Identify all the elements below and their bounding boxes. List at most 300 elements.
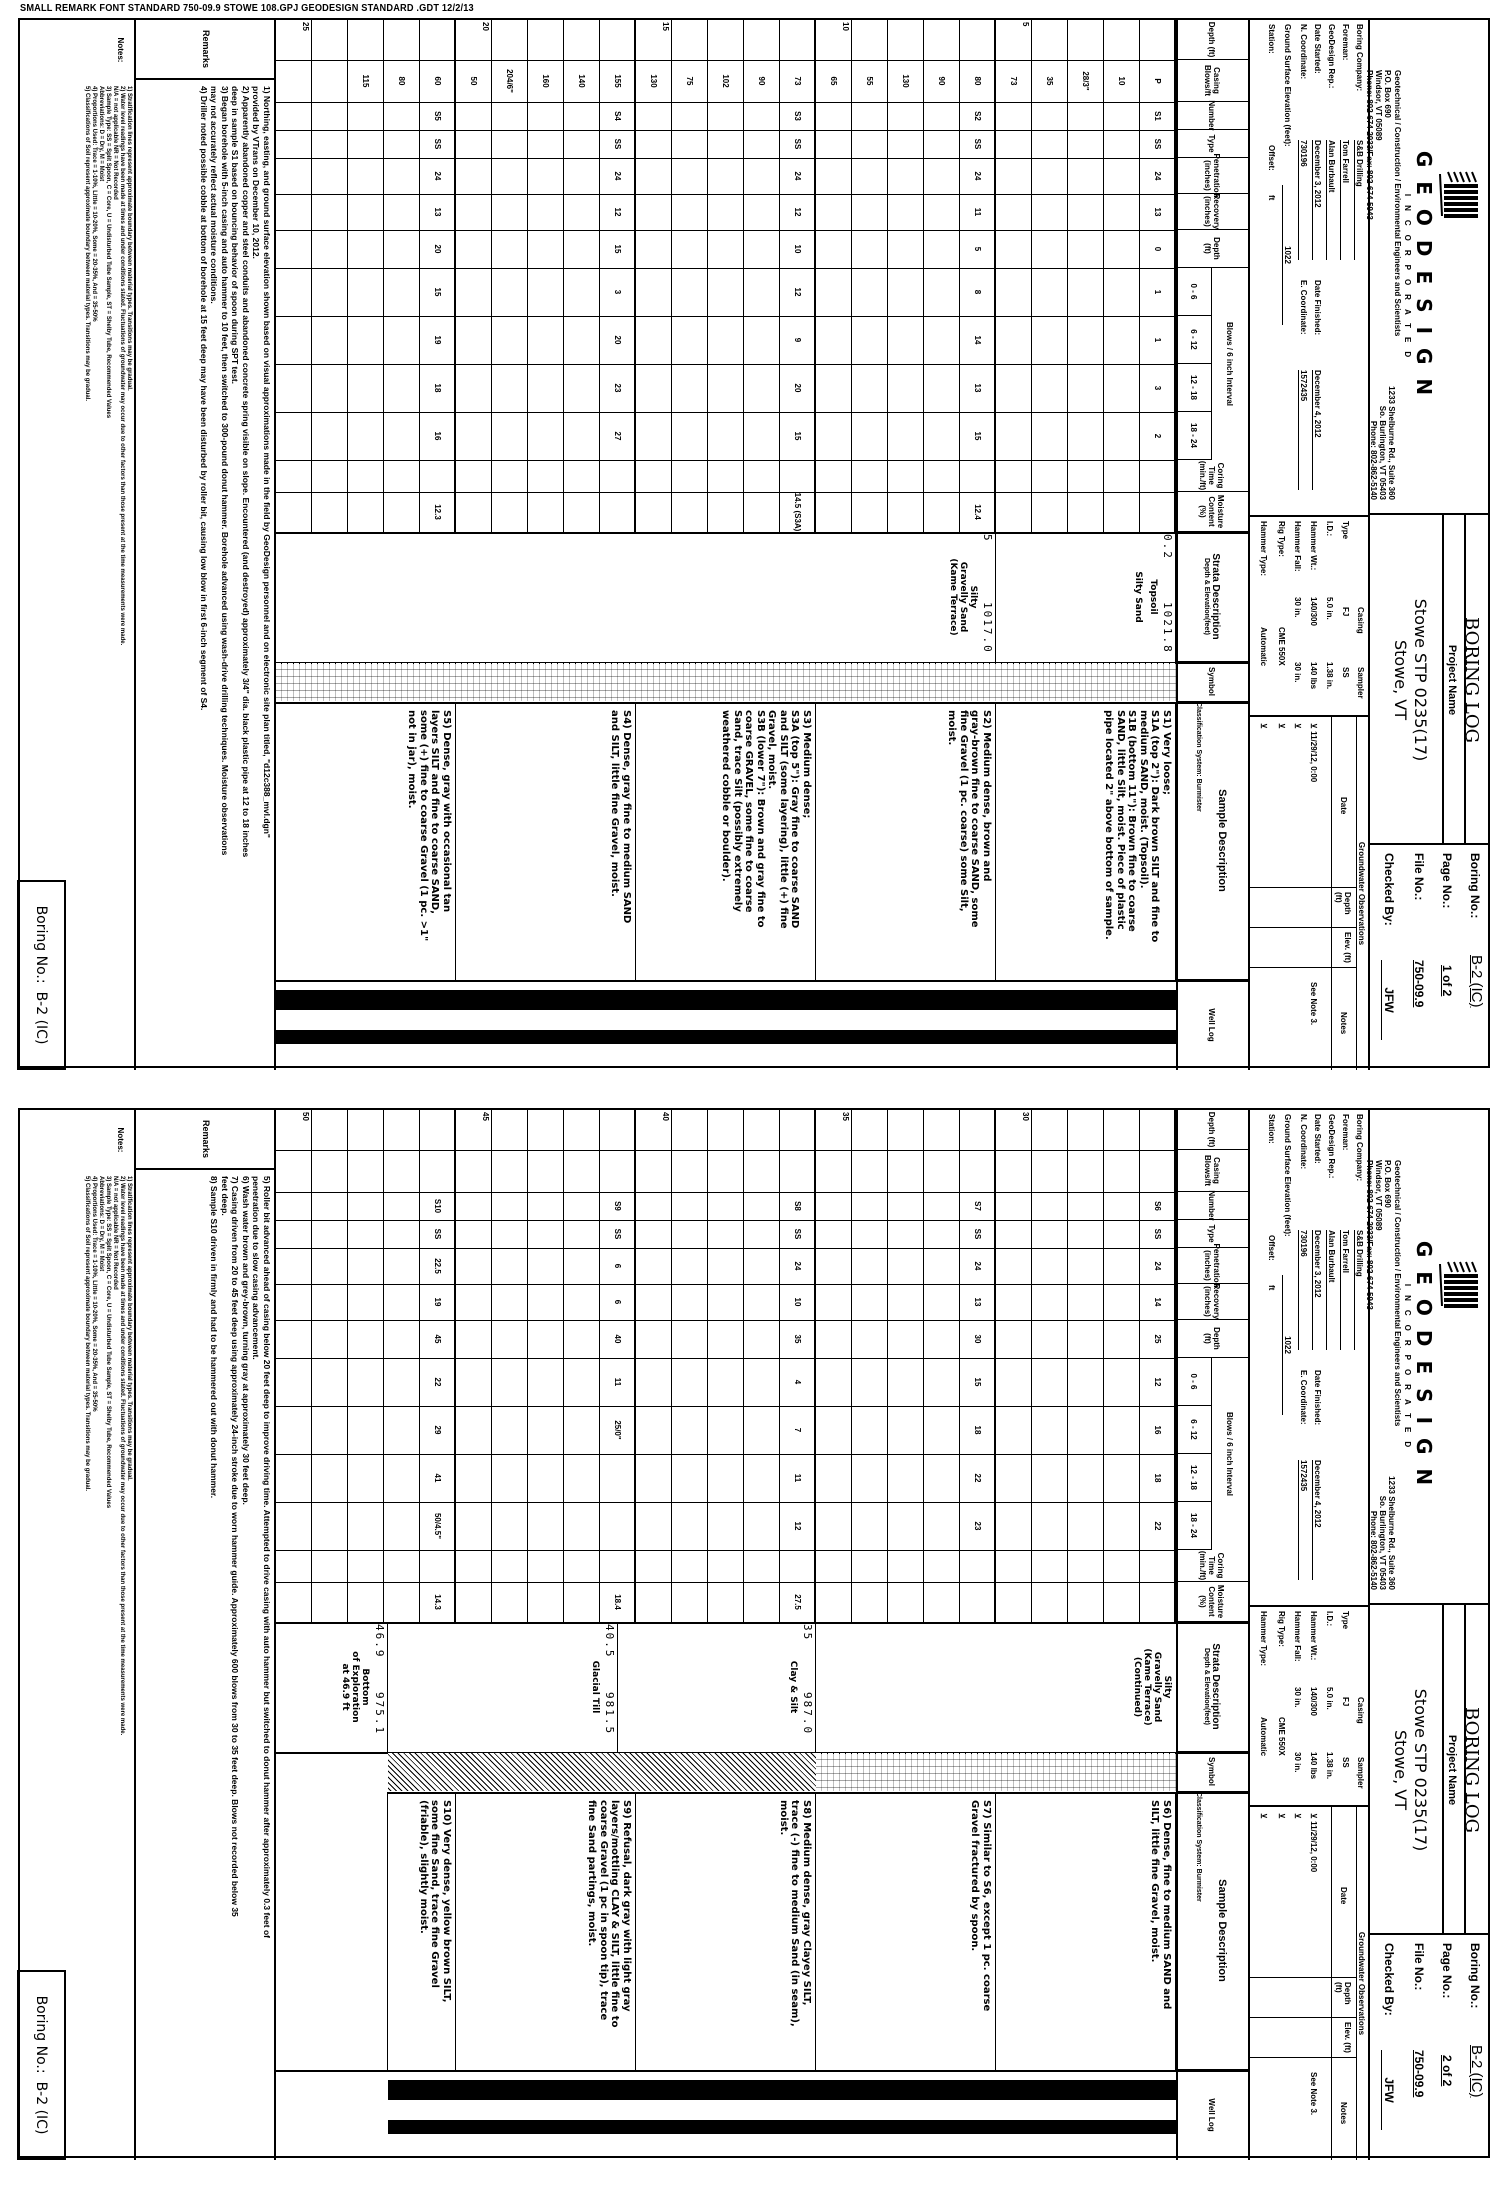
remarks-top-line [274, 20, 276, 1070]
address-line: P.O. Box 690 [1383, 1160, 1392, 1208]
company-address-right [1369, 1440, 1396, 1590]
column-header-type: Type [1176, 1220, 1248, 1248]
page-no-label: Page No.: [1440, 853, 1454, 909]
date-started-label: Date Started: [1313, 1114, 1322, 1164]
gw-elev-label: Elev. (ft) [1343, 2022, 1352, 2053]
casing-blows: 102 [721, 74, 731, 88]
sample-depth: 20 [433, 244, 443, 254]
hammer-type: Automatic [1259, 1717, 1268, 1757]
company-block [1365, 20, 1488, 515]
sample-depth: 35 [793, 1334, 803, 1344]
sampler-id: 1.38 in. [1325, 1752, 1334, 1780]
sample-b4: 22 [1153, 1521, 1163, 1531]
casing-hammer-wt: 140/300 [1309, 1687, 1318, 1716]
section-line [276, 980, 1248, 982]
below-exploration [275, 1792, 388, 2070]
sample-pen: 22.5 [433, 1258, 443, 1274]
boring-no-footer-value: B-2 (IC) [33, 2081, 50, 2135]
column-header-moist: Moisture Content (%) [1176, 492, 1248, 532]
desc-separator [815, 702, 816, 980]
casing-blows: 55 [865, 76, 875, 86]
geodesign-logo-icon [1438, 1260, 1480, 1310]
casing-fall: 30 in. [1293, 1687, 1302, 1708]
desc-separator [635, 1792, 636, 2070]
casing-blows: 73 [793, 76, 803, 86]
strata-elevation: 975.1 [372, 1692, 386, 1736]
sampler-label: Sampler [1356, 1757, 1365, 1789]
col-line [276, 130, 1176, 131]
casing-id: 5.0 in. [1325, 1687, 1334, 1710]
desc-separator [455, 702, 456, 980]
well-casing-bar [388, 2080, 1176, 2100]
project-name: Stowe STP 0235(17) [1411, 1688, 1430, 1852]
date-started-value: December 3, 2012 [1312, 140, 1322, 260]
sample-b3: 22 [973, 1473, 983, 1483]
sample-b2: 20 [613, 335, 623, 345]
strata-depth: 40.5 [603, 1624, 616, 1659]
strata-boundary [815, 1622, 816, 1752]
col-line [276, 1550, 1176, 1551]
gw-obs-label: Groundwater Observations [1356, 1807, 1366, 2160]
depth-mark: 40 [661, 1112, 670, 1121]
sample-rec: 11 [973, 207, 983, 217]
date-started-label: Date Started: [1313, 24, 1322, 74]
sample-depth: 40 [613, 1334, 623, 1344]
gw-depth-label: Depth (ft) [1334, 892, 1352, 915]
notes-text: 1) Stratification lines represent approximate boundary between material types. Transitions may be gradual. 2) Water level readings have been made at times and under conditions stated. Fluctuations of groundwater may occur due to other factors than those present at the time measurements were made. N/A = not applicable NR = Not Recorded 3) Sample Type: SS = Split Spoon, C = Core, U = Undisturbed Tube Sample, ST = Shelby Tube, Recommended Values Abbreviations: D = Dry, M = Moist 4) Proportions Used: Trace = 1-10%, Little = 10-20%, Some = 20-35%, And = 35-50% 5) Classifications of Soil represent approximate boundary between material types. Transitions may be gradual. [84, 1176, 132, 1736]
section-line [276, 532, 1248, 534]
sample-rec: 13 [433, 207, 443, 217]
casing-label: Casing [1356, 1697, 1365, 1724]
foreman-value: Tom Farrell [1340, 140, 1350, 260]
sample-moist: 12.4 [973, 504, 983, 520]
strata-elevation: 1021.8 [1161, 602, 1174, 654]
casing-hammer-wt: 140/300 [1309, 597, 1318, 626]
row-line [347, 1110, 348, 1622]
ground-elev-label: Ground Surface Elevation (feet): [1283, 1114, 1292, 1237]
e-coord-label: E. Coordinate: [1299, 280, 1308, 335]
sample-description: S6) Dense, fine to medium SAND and SILT, little fine Gravel, moist. [1149, 1800, 1172, 2010]
e-coord-value: 1572435 [1298, 1460, 1308, 1580]
col-line [276, 316, 1176, 317]
sample-description: S8) Medium dense, gray Clayey SILT, trace (-) fine to medium Sand (in seam), moist. [778, 1800, 812, 2027]
checked-by-value: JFW [1381, 2050, 1396, 2130]
sample-pen: 24 [973, 171, 983, 181]
title: BORING LOG [1461, 617, 1482, 743]
address-line: Phone: 802-674-2033/Fax: 802-674-5943 [1365, 70, 1374, 220]
sample-type: SS [973, 138, 983, 150]
file-no-label: File No.: [1412, 1943, 1426, 1991]
company-name: GEODESIGN [1412, 1240, 1436, 1500]
strata-name: Glacial Till [590, 1660, 600, 1714]
address-line: Windsor, VT 05089 [1374, 70, 1383, 141]
station-label: Station: [1267, 1114, 1276, 1144]
column-header-b1: 0 - 6 [1176, 268, 1212, 316]
desc-separator [455, 1792, 456, 2070]
row-line [851, 1110, 852, 1622]
desc-separator [635, 702, 636, 980]
column-header-type: Type [1176, 130, 1248, 158]
sample-description: S1) Very loose; S1A (top 2"): Dark brown SILT and fine to medium SAND, moist. (Topsoil). S1B (bottom 11"): Brown fine to coarse SAND, little Silt, moist. Piece of plastic pipe located 2" above bottom of sample. [1103, 710, 1172, 943]
well-log-header: Well Log [1207, 2098, 1217, 2132]
col-line [276, 158, 1176, 159]
rig-type-label: Rig Type: [1277, 521, 1286, 557]
sample-rec: 13 [1153, 207, 1163, 217]
strata-elevation: 987.0 [801, 1692, 814, 1736]
casing-label: Casing [1356, 607, 1365, 634]
sample-rec: 12 [793, 207, 803, 217]
strata-boundary [617, 1622, 618, 1752]
sample-depth: 30 [973, 1334, 983, 1344]
desc-separator [995, 702, 996, 980]
col-line [276, 412, 1176, 413]
column-header-b2: 6 - 12 [1176, 1406, 1212, 1454]
col-line [276, 1582, 1176, 1583]
project-name-label: Project Name [1442, 1605, 1458, 1935]
sample-desc-label: Sample Description [1216, 1879, 1229, 1982]
gw-note: See Note 3. [1309, 2072, 1318, 2116]
strata-name: Silty Gravelly Sand (Kame Terrace) (Continued) [1132, 1648, 1172, 1726]
sheet-header [1248, 20, 1488, 1070]
sample-b2: 14 [973, 335, 983, 345]
gw-note: See Note 3. [1309, 982, 1318, 1026]
remarks-label: Remarks [136, 1110, 276, 1170]
offset-label: Offset: [1267, 1235, 1276, 1261]
address-line: 1233 Shelburne Rd., Suite 360 [1387, 1476, 1396, 1590]
sample-pen: 6 [613, 1263, 623, 1269]
gw-marker: ⊻ [1277, 723, 1286, 729]
strata-description-header [1176, 532, 1248, 662]
sample-rec: 10 [793, 1297, 803, 1307]
sample-num: S7 [973, 1201, 983, 1211]
row-line [311, 20, 312, 532]
sample-num: S6 [1153, 1201, 1163, 1211]
e-coord-value: 1572435 [1298, 370, 1308, 490]
date-started-value: December 3, 2012 [1312, 1230, 1322, 1350]
col-line [276, 492, 1176, 493]
sample-b2: 25/0" [613, 1420, 623, 1440]
file-no-value: 750-09.9 [1412, 960, 1426, 1008]
rep-label: GeoDesign Rep.: [1327, 1114, 1336, 1179]
gw-marker: ⊻ [1293, 1813, 1302, 1819]
strata-description-header [1176, 1622, 1248, 1752]
boring-no-value: B-2 (IC) [1468, 955, 1485, 1008]
sample-depth: 0 [1153, 246, 1163, 252]
column-header-depth: Depth (ft) [1176, 1110, 1248, 1150]
column-header-pen: Penetration (inches) [1176, 1248, 1248, 1284]
gw-marker: ⊻ [1259, 723, 1268, 729]
col-line [276, 1248, 1176, 1249]
address-line: 1233 Shelburne Rd., Suite 360 [1387, 386, 1396, 500]
project-block [1368, 515, 1488, 845]
sample-type: SS [613, 1228, 623, 1240]
row-line [671, 1110, 672, 1622]
notes-label: Notes: [116, 1127, 126, 1153]
date-finished-value: December 4, 2012 [1312, 370, 1322, 490]
casing-blows: 80 [973, 76, 983, 86]
sample-description: S4) Dense, gray fine to medium SAND and SILT, little fine Gravel, moist. [609, 710, 632, 924]
col-line [276, 1502, 1176, 1503]
company-sub: INCORPORATED [1403, 1283, 1412, 1457]
sample-type: SS [793, 1228, 803, 1240]
well-casing-bar [388, 2120, 1176, 2134]
sample-num: S10 [433, 1198, 443, 1214]
col-line [276, 1406, 1176, 1407]
page-no-value: 1 of 2 [1440, 965, 1454, 997]
gw-date-value: ⊻ 11/29/12, 0:00 [1309, 723, 1318, 783]
sample-rec: 13 [973, 1297, 983, 1307]
column-header-rec: Recovery (inches) [1176, 1284, 1248, 1320]
column-header-b4: 18 - 24 [1176, 412, 1212, 460]
sample-moist: 14.5 (S3A) [793, 492, 803, 532]
sample-rec: 19 [433, 1297, 443, 1307]
column-header-casing: Casing Blows/ft [1176, 60, 1248, 102]
id-label: I.D.: [1325, 521, 1334, 537]
sample-b4: 16 [433, 431, 443, 441]
depth-mark: 5 [1021, 22, 1030, 27]
casing-blows: 90 [757, 76, 767, 86]
n-coord-label: N. Coordinate: [1299, 1114, 1308, 1170]
symbol-header: Symbol [1176, 1752, 1248, 1792]
column-header-pen: Penetration (inches) [1176, 158, 1248, 194]
sample-depth: 10 [793, 244, 803, 254]
gw-date: 11/29/12, 0:00 [1309, 1821, 1318, 1873]
sample-type: SS [433, 138, 443, 150]
boring-details [1248, 1110, 1368, 1605]
column-header-moist: Moisture Content (%) [1176, 1582, 1248, 1622]
sample-type: SS [433, 1228, 443, 1240]
page-no-label: Page No.: [1440, 1943, 1454, 1999]
depth-elev-label: Depth & Elevation(feet) [1203, 557, 1210, 635]
notes-top-line [134, 1110, 136, 2160]
hammer-wt-label: Hammer Wt.: [1309, 1611, 1318, 1661]
col-line [276, 1358, 1176, 1359]
rig-type-label: Rig Type: [1277, 1611, 1286, 1647]
row-line [1067, 1110, 1068, 1622]
casing-blows: 130 [901, 74, 911, 88]
boring-no-footer-label: Boring No.: [33, 905, 50, 984]
soil-symbol-till [388, 1753, 618, 1791]
sample-b1: 15 [433, 287, 443, 297]
notes-label: Notes: [116, 37, 126, 63]
column-header-casing: Casing Blows/ft [1176, 1150, 1248, 1192]
rig-type: CME 550X [1277, 1717, 1286, 1756]
depth-elev-label: Depth & Elevation(feet) [1203, 1647, 1210, 1725]
remarks-text: 1) Northing, easting, and ground surface elevation shown based on visual approximations made in the field by GeoDesign personnel and on electronic site plan titled, "d12c388_mvl.dgn" provided by VTrans on December 10, 2012. 2) Apparently abandoned copper and steel conduits and abandoned concrete spring visible on slope. Encountered (and destroyed) approximately 3/4" dia. black plastic pipe at 12 to 18 inches deep in sample S1 based on bouncing behavior of spoon during SPT test. 3) Began borehole with 5-inch casing and auto hammer to 10 feet, then switched to 300-pound donut hammer. Borehole advanced using wash-drive drilling techniques. Moisture observations may not accurately reflect actual moisture conditions. 4) Driller noted possible cobble at bottom of borehole at 15 feet deep may have been disturbed by roller bit, causing low blow in first 6-inch segment of S4. [199, 86, 272, 858]
gw-date-label: Date [1339, 797, 1348, 815]
casing-blows: 28/3" [1081, 71, 1091, 91]
strata-boundary [995, 532, 996, 662]
boring-company-label: Boring Company: [1355, 1114, 1364, 1182]
project-block [1368, 1605, 1488, 1935]
row-line [563, 1110, 564, 1622]
casing-blows: 75 [685, 76, 695, 86]
gw-marker: ⊻ [1277, 1813, 1286, 1819]
sample-b2: 7 [793, 1427, 803, 1433]
column-header-depth2: Depth (ft) [1176, 1320, 1248, 1358]
sample-rec: 12 [613, 207, 623, 217]
blows-header: Blows / 6 inch Interval [1225, 1411, 1235, 1497]
sample-b4: 27 [613, 431, 623, 441]
desc-separator [815, 1792, 816, 2070]
notes-text: 1) Stratification lines represent approximate boundary between material types. Transitions may be gradual. 2) Water level readings have been made at times and under conditions stated. Fluctuations of groundwater may occur due to other factors than those present at the time measurements were made. N/A = not applicable NR = Not Recorded 3) Sample Type: SS = Split Spoon, C = Core, U = Undisturbed Tube Sample, ST = Shelby Tube, Recommended Values Abbreviations: D = Dry, M = Moist 4) Proportions Used: Trace = 1-10%, Little = 10-20%, Some = 20-35%, And = 35-50% 5) Classifications of Soil represent approximate boundary between material types. Transitions may be gradual. [84, 86, 132, 646]
column-header-b2: 6 - 12 [1176, 316, 1212, 364]
row-line [1103, 1110, 1104, 1622]
project-name-label: Project Name [1442, 515, 1458, 845]
row-line [491, 1110, 492, 1622]
hammer-fall-label: Hammer Fall: [1293, 1611, 1302, 1662]
desc-separator [995, 1792, 996, 2070]
sampler-label: Sampler [1356, 667, 1365, 699]
sample-description: S2) Medium dense, brown and gray-brown fine to coarse SAND, some fine Gravel (1 pc. coarse) some Silt, moist. [946, 710, 992, 928]
sample-description: S7) Similar to S6, except 1 pc. coarse Gravel fractured by spoon. [969, 1800, 992, 2012]
casing-blows: 60 [433, 76, 443, 86]
casing-blows: 80 [397, 76, 407, 86]
well-casing-bar [276, 990, 1176, 1010]
row-line [1031, 1110, 1032, 1622]
ground-elev-value: 1022 [1282, 1275, 1292, 1415]
boring-no-footer-value: B-2 (IC) [33, 991, 50, 1045]
well-casing-bar [276, 1030, 1176, 1044]
hammer-fall-label: Hammer Fall: [1293, 521, 1302, 572]
strata-boundary [387, 1622, 388, 1752]
strata-name: Bottom of Exploration at 46.9 ft [339, 1651, 370, 1723]
gw-date-label: Date [1339, 1887, 1348, 1905]
boring-info-block [1368, 1935, 1488, 2160]
sample-b4: 2 [1153, 433, 1163, 439]
strata-depth: 35 [801, 1624, 814, 1642]
geodesign-logo-icon [1438, 170, 1480, 220]
sample-pen: 24 [793, 171, 803, 181]
boring-details [1248, 20, 1368, 515]
row-line [311, 1110, 312, 1622]
foreman-label: Foreman: [1341, 1114, 1350, 1151]
offset-unit: ft [1267, 1285, 1276, 1291]
equipment-grid [1248, 1607, 1368, 1807]
sample-description: S5) Dense, gray with occasional tan layers SILT and fine to coarse SAND, some (+) fine to coarse Gravel (1 pc. >1" not in jar), moist. [406, 710, 452, 942]
sampler-hammer-wt: 140 lbs [1309, 1752, 1318, 1780]
sample-num: S3 [793, 111, 803, 121]
e-coord-label: E. Coordinate: [1299, 1370, 1308, 1425]
casing-blows: 155 [613, 74, 623, 88]
section-line [276, 1792, 1248, 1794]
column-header-b1: 0 - 6 [1176, 1358, 1212, 1406]
n-coord-value: 730196 [1298, 140, 1308, 260]
blows-header: Blows / 6 inch Interval [1225, 321, 1235, 407]
sample-b3: 3 [1153, 385, 1163, 391]
col-line [276, 364, 1176, 365]
station-label: Station: [1267, 24, 1276, 54]
sample-b4: 12 [793, 1521, 803, 1531]
sample-b3: 13 [973, 383, 983, 393]
column-header-b4: 18 - 24 [1176, 1502, 1212, 1550]
checked-by-label: Checked By: [1382, 853, 1396, 926]
project-location: Stowe, VT [1391, 639, 1410, 721]
sample-b1: 4 [793, 1379, 803, 1385]
sample-b2: 19 [433, 335, 443, 345]
col-line [276, 268, 1176, 269]
groundwater-observations [1248, 1807, 1368, 2160]
offset-unit: ft [1267, 195, 1276, 201]
sample-description: S9) Refusal, dark gray with light gray layers/mottling CLAY & SILT, little fine to coarse Gravel (1 pc in spoon tip), trace fine Sand partings, moist. [586, 1800, 632, 2028]
strata-desc-label: Strata Description [1210, 1643, 1221, 1730]
well-log-header: Well Log [1207, 1008, 1217, 1042]
gw-depth-label: Depth (ft) [1334, 1982, 1352, 2005]
hammer-type-label: Hammer Type: [1259, 521, 1268, 576]
rep-value: Alan Burbault [1326, 1230, 1336, 1350]
sample-type: SS [793, 138, 803, 150]
sample-type: SS [1153, 1228, 1163, 1240]
sample-b1: 22 [433, 1377, 443, 1387]
data-grid [16, 1110, 1248, 2160]
sample-depth: 45 [433, 1334, 443, 1344]
sample-pen: 24 [973, 1261, 983, 1271]
sample-pen: 24 [433, 171, 443, 181]
sample-b4: 23 [973, 1521, 983, 1531]
boring-company-value: S&B Drilling [1354, 140, 1364, 260]
gw-marker: ⊻ [1293, 723, 1302, 729]
page-no-value: 2 of 2 [1440, 2055, 1454, 2087]
company-address-left [1365, 1160, 1392, 1310]
col-line [276, 230, 1176, 231]
file-header-line: SMALL REMARK FONT STANDARD 750-09.9 STOWE 108.GPJ GEODESIGN STANDARD .GDT 12/2/13 [20, 3, 474, 14]
row-line [887, 1110, 888, 1622]
sample-b1: 1 [1153, 289, 1163, 295]
boring-no-label: Boring No.: [1468, 853, 1482, 919]
company-sub: INCORPORATED [1403, 193, 1412, 367]
col-line [276, 1192, 1176, 1193]
sample-num: S4 [613, 111, 623, 121]
casing-fall: 30 in. [1293, 597, 1302, 618]
sample-b3: 41 [433, 1473, 443, 1483]
sample-b3: 11 [793, 1473, 803, 1483]
rep-value: Alan Burbault [1326, 140, 1336, 260]
boring-no-footer [17, 880, 66, 1070]
sample-b3: 23 [613, 383, 623, 393]
ground-elev-label: Ground Surface Elevation (feet): [1283, 24, 1292, 147]
address-line: So. Burlington, VT 05403 [1378, 405, 1387, 500]
n-coord-label: N. Coordinate: [1299, 24, 1308, 80]
sample-rec: 6 [613, 1299, 623, 1305]
sample-b2: 16 [1153, 1425, 1163, 1435]
ground-elev-value: 1022 [1282, 185, 1292, 325]
sample-b4: 15 [973, 431, 983, 441]
boring-no-footer [17, 1970, 66, 2160]
sample-depth: 5 [973, 246, 983, 252]
sampler-id: 1.38 in. [1325, 662, 1334, 690]
sample-depth: 15 [613, 244, 623, 254]
strata-depth: 0.2 [1161, 534, 1174, 560]
col-line [276, 1220, 1176, 1221]
casing-id: 5.0 in. [1325, 597, 1334, 620]
gw-elev-label: Elev. (ft) [1343, 932, 1352, 963]
sample-description-header [1176, 702, 1248, 980]
casing-blows: 90 [937, 76, 947, 86]
sample-b2: 18 [973, 1425, 983, 1435]
sampler-type: SS [1341, 1757, 1350, 1768]
sheet-header [1248, 1110, 1488, 2160]
sample-moist: 27.5 [793, 1594, 803, 1610]
hammer-type-label: Hammer Type: [1259, 1611, 1268, 1666]
sample-depth: 25 [1153, 1334, 1163, 1344]
gw-notes-label: Notes [1339, 2102, 1348, 2125]
sample-moist: 12.3 [433, 504, 443, 520]
date-finished-label: Date Finished: [1313, 280, 1322, 336]
desc-separator [1175, 702, 1176, 980]
sample-b2: 29 [433, 1425, 443, 1435]
sample-num: S1 [1153, 111, 1163, 121]
company-tagline: Geotechnical / Construction / Environmental Engineers and Scientists [1393, 1160, 1402, 1427]
